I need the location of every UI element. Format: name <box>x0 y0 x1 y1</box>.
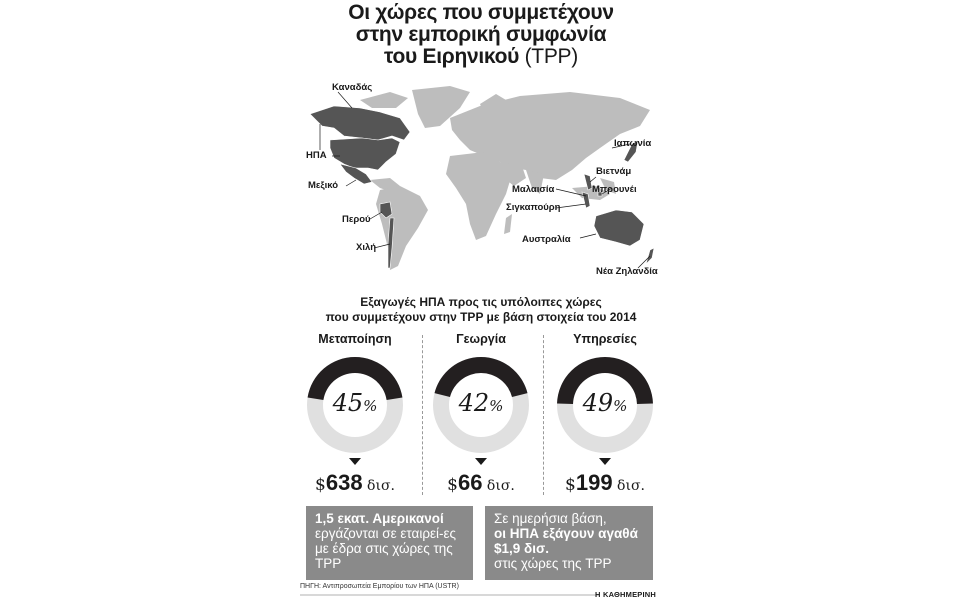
map-label-singapore: Σιγκαπούρη <box>506 202 561 213</box>
amount-agriculture: $66 δισ. <box>447 470 515 495</box>
down-arrow-icon <box>599 458 611 465</box>
page-title <box>300 2 662 68</box>
sector-label-agriculture: Γεωργία <box>456 332 506 346</box>
world-map <box>300 78 670 278</box>
title-line-1: Οι χώρες που συμμετέχουν <box>348 1 614 24</box>
sector-label-services: Υπηρεσίες <box>573 332 637 346</box>
fact-employment-bold: 1,5 εκατ. Αμερικανοί <box>315 511 444 526</box>
map-label-brunei: Μπρουνέι <box>592 184 637 195</box>
fact-daily-text-2: στις χώρες της TPP <box>494 556 612 571</box>
down-arrow-icon <box>475 458 487 465</box>
amount-services: $199 δισ. <box>565 470 645 495</box>
map-label-usa: ΗΠΑ <box>306 150 327 161</box>
title-light: (TPP) <box>524 45 578 68</box>
map-label-japan: Ιαπωνία <box>614 138 652 149</box>
percentage-services: 49% <box>582 389 628 417</box>
footer-rule <box>300 594 600 596</box>
infographic <box>300 0 662 600</box>
title-bold: του Ειρηνικού <box>384 45 520 68</box>
source-note: ΠΗΓΗ: Αντιπροσωπεία Εμπορίου των ΗΠΑ (USTR) <box>300 583 459 590</box>
fact-daily-bold: οι ΗΠΑ εξάγουν αγαθά $1,9 δισ. <box>494 526 638 556</box>
map-label-peru: Περού <box>342 214 371 225</box>
publisher-logo: Η ΚΑΘΗΜΕΡΙΝΗ <box>595 590 656 599</box>
fact-employment-text: εργάζονται σε εταιρεί-ες με έδρα στις χώρες της TPP <box>315 526 457 571</box>
map-label-vietnam: Βιετνάμ <box>596 166 632 177</box>
fact-box-daily-exports <box>485 506 653 580</box>
map-label-chile: Χιλή <box>356 242 377 253</box>
down-arrow-icon <box>349 458 361 465</box>
percentage-manufacturing: 45% <box>332 389 378 417</box>
percentage-agriculture: 42% <box>458 389 504 417</box>
map-label-australia: Αυστραλία <box>522 234 571 245</box>
map-label-malaysia: Μαλαισία <box>512 184 555 195</box>
subtitle-line-1: Εξαγωγές ΗΠΑ προς τις υπόλοιπες χώρες <box>360 295 602 309</box>
fact-daily-text-1: Σε ημερήσια βάση, <box>494 511 607 526</box>
map-label-canada: Καναδάς <box>332 82 373 93</box>
amount-manufacturing: $638 δισ. <box>315 470 395 495</box>
map-label-mexico: Μεξικό <box>308 180 339 191</box>
fact-box-employment <box>306 506 473 580</box>
title-line-3 <box>300 46 662 68</box>
sector-label-manufacturing: Μεταποίηση <box>318 332 392 346</box>
map-label-new-zealand: Νέα Ζηλανδία <box>596 266 658 277</box>
chart-subtitle <box>300 295 662 325</box>
title-line-2: στην εμπορική συμφωνία <box>355 23 607 46</box>
subtitle-line-2: που συμμετέχουν στην TPP με βάση στοιχεία του 2014 <box>325 310 637 324</box>
